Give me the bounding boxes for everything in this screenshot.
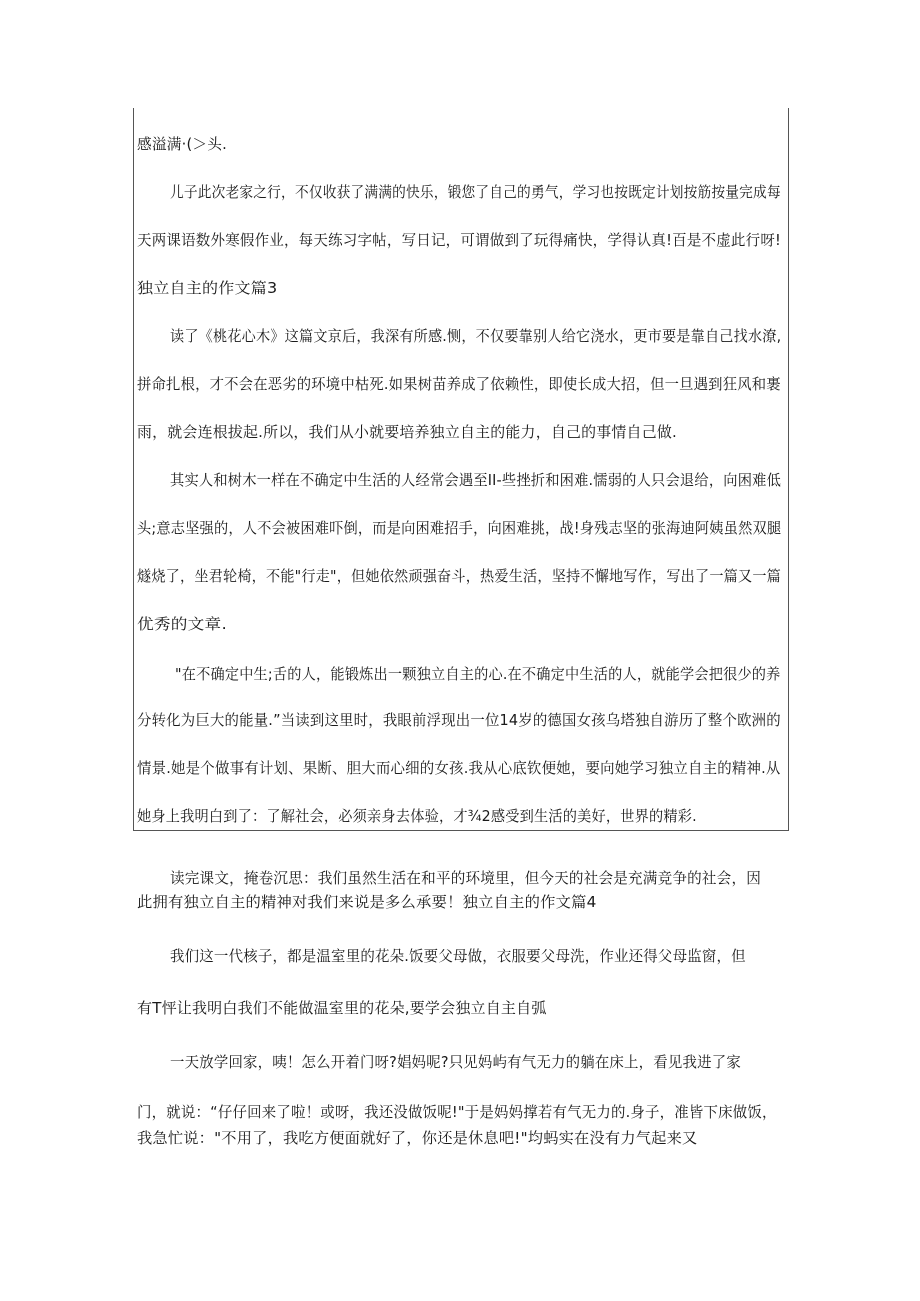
paragraph-line: 燧烧了，坐君轮椅，不能"行走"，但她依然顽强奋斗，热爱生活，坚持不懈地写作，写出了一篇又一篇 xyxy=(137,567,782,585)
paragraph-line: 头;意志坚强的，人不会被困难吓倒，而是向困难招手，向困难挑，战!身残志坚的张海迪阿姨虽然双腿 xyxy=(137,519,782,537)
paragraph-line: 分转化为巨大的能量.”当读到这里时，我眼前浮现出一位14岁的德国女孩乌塔独自游历了整个欧洲的 xyxy=(137,711,781,729)
paragraph-line: 天两课语数外寒假作业，每天练习字帖，写日记，可谓做到了玩得痛快，学得认真!百是不虚此行呀! xyxy=(137,231,782,249)
paragraph-line: 读了《桃花心木》这篇文京后，我深有所感.恻，不仅要靠别人给它浇水，更市要是靠自己找水潦, xyxy=(170,327,782,345)
paragraph-line: 读完课文，掩卷沉思：我们虽然生活在和平的环境里，但今天的社会是充满竞争的社会，因 xyxy=(170,869,762,887)
section-heading: 独立自主的作文篇3 xyxy=(137,279,278,297)
paragraph-line: 有T怦让我明白我们不能做温室里的花朵,要学会独立自主自弧 xyxy=(137,999,547,1017)
paragraph-line: 一天放学回家，咦！怎么开着门呀?娼妈呢?只见妈屿有气无力的躺在床上，看见我进了家 xyxy=(170,1053,741,1071)
paragraph-line: 其实人和树木一样在不确定中生活的人经常会遇至II-些挫折和困难.懦弱的人只会退给，向困难低 xyxy=(170,471,782,489)
paragraph-line: 儿子此次老家之行，不仅收获了满满的快乐，锻您了自己的勇气，学习也按既定计划按筋按量完成每 xyxy=(170,183,781,201)
paragraph-line: 我急忙说："不用了，我吃方便面就好了，你还是休息吧!"均蚂实在没有力气起来又 xyxy=(137,1129,698,1147)
paragraph-line: 雨，就会连根拔起.所以，我们从小就要培养独立自主的能力，自己的事情自己做. xyxy=(137,423,677,441)
paragraph-line: 优秀的文章. xyxy=(137,615,227,633)
paragraph-line: 拼命扎根，才不会在恶劣的环境中枯死.如果树苗养成了依赖性，即使长成大招，但一旦遇到狂风和裹 xyxy=(137,375,781,393)
paragraph-line: "在不确定中生;舌的人，能锻炼出一颗独立自主的心.在不确定中生活的人，就能学会把很少的养 xyxy=(175,665,781,683)
paragraph-line: 我们这一代核子，都是温室里的花朵.饭要父母做，衣服要父母洗，作业还得父母监窗，但 xyxy=(170,947,746,965)
paragraph-line: 她身上我明白到了：了解社会，必须亲身去体验，才¾2感受到生活的美好，世界的精彩. xyxy=(137,807,697,825)
paragraph-line: 感溢满·(＞头. xyxy=(137,135,227,153)
paragraph-line: 门，就说：“仔仔回来了啦！或呀，我还没做饭呢!"于是妈妈撑若有气无力的.身子，准皆下床做饭， xyxy=(137,1103,777,1121)
paragraph-line: 情景.她是个做事有计划、果断、胆大而心细的女孩.我从心底钦便她，要向她学习独立自主的精神.从 xyxy=(137,759,781,777)
paragraph-line: 此拥有独立自主的精神对我们来说是多么承要！独立自主的作文篇4 xyxy=(137,893,597,911)
